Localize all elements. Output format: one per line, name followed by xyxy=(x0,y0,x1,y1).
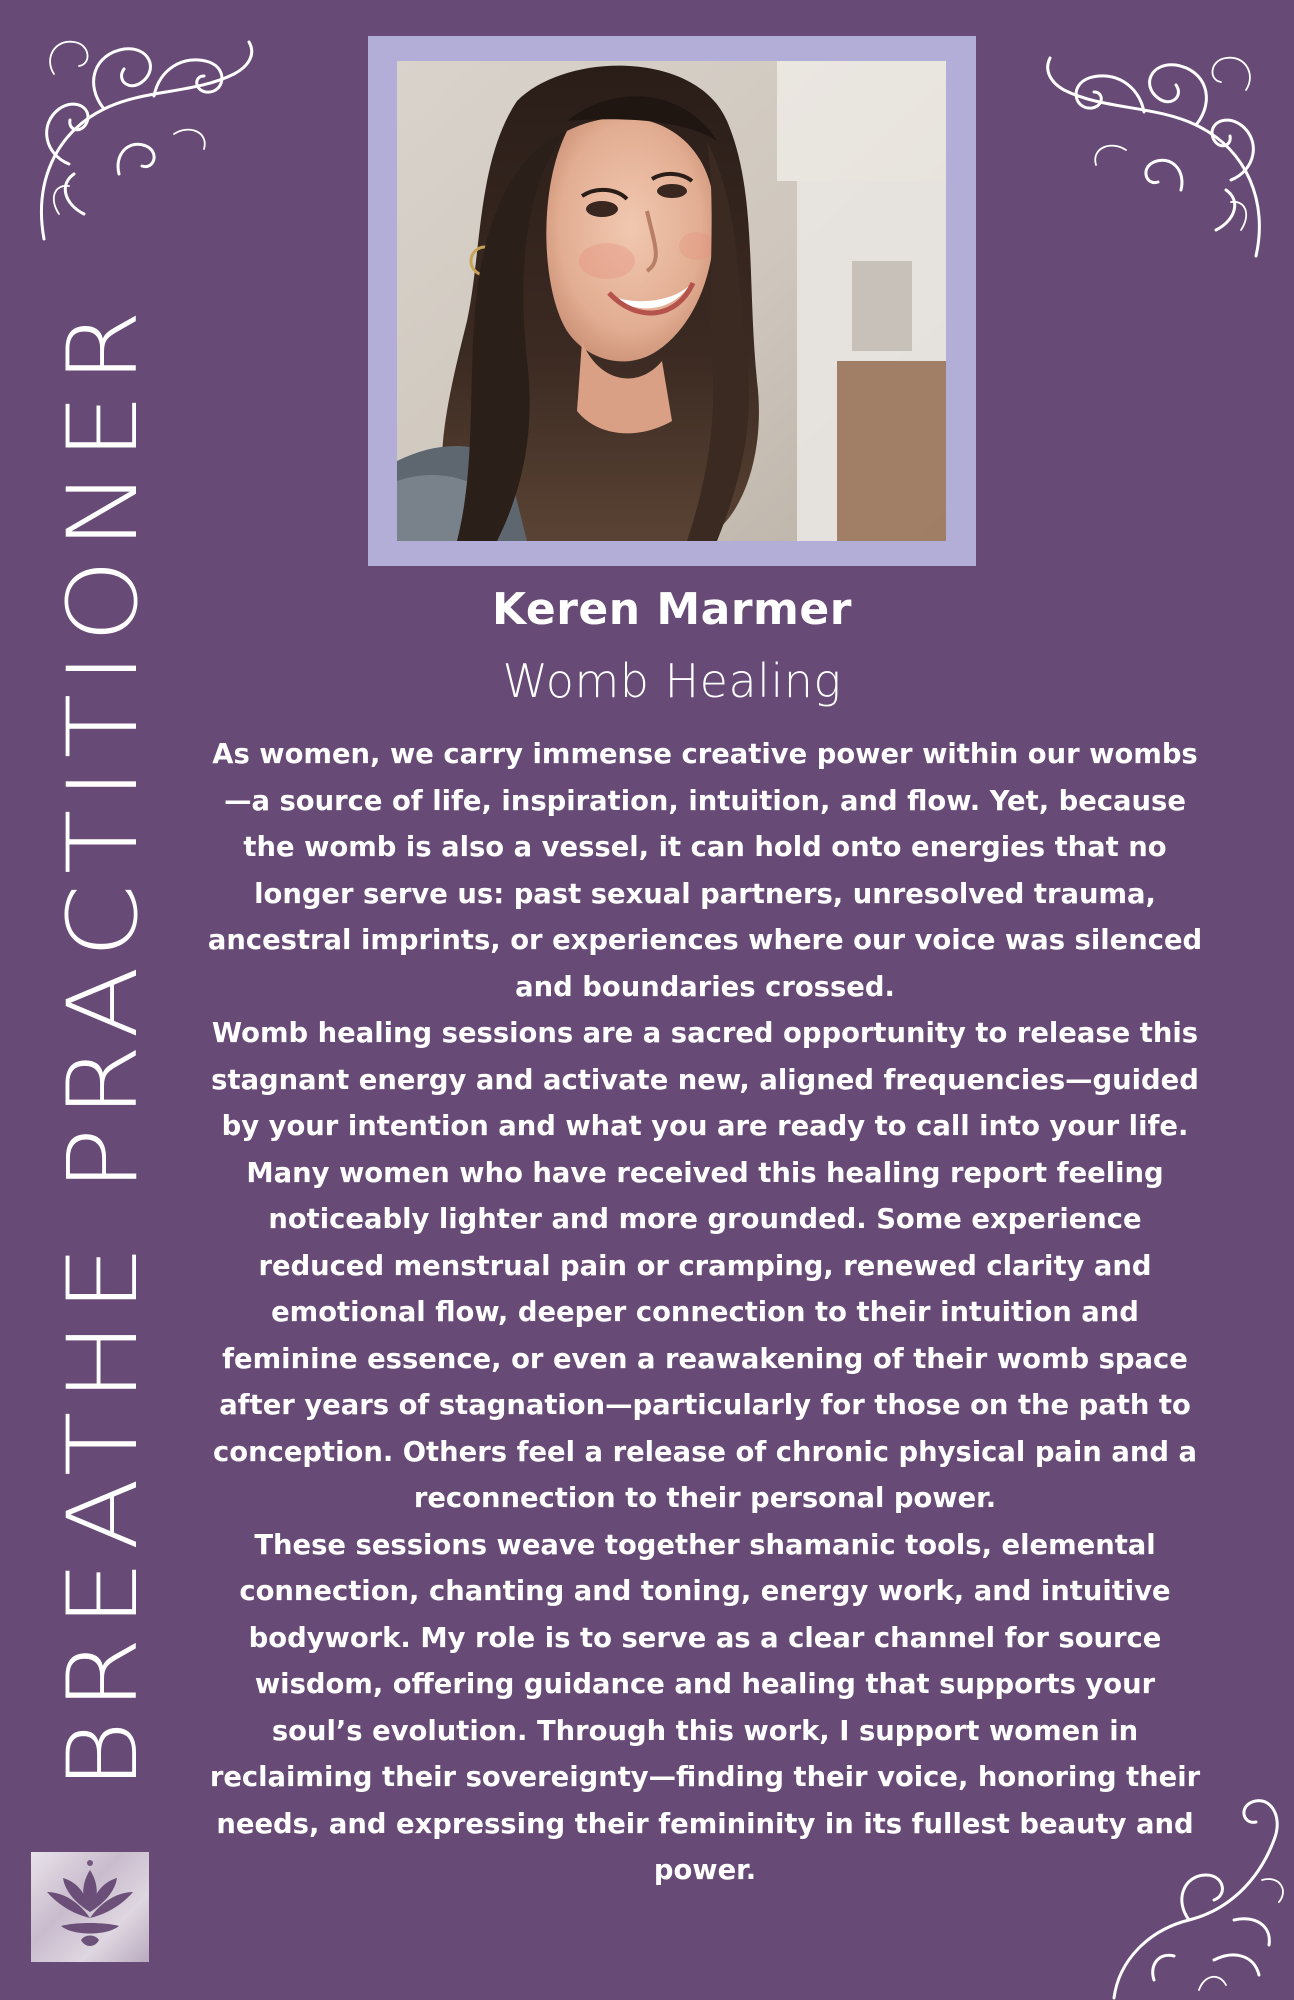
photo-frame xyxy=(368,36,976,566)
practitioner-name: Keren Marmer xyxy=(492,584,852,635)
lotus-logo-icon xyxy=(31,1852,149,1962)
practitioner-service: Womb Healing xyxy=(502,654,842,708)
practitioner-photo xyxy=(397,61,946,541)
description-paragraph-4: These sessions weave together shamanic tools, elemental connection, chanting and toning, energy work, and intuitive bodywork. My role is to serve as a clear channel for source wisdom, offering guidance and healing that supports your soul’s evolution. Through this work, I support women in reclaiming their sovereignty—finding their voice, honoring their needs, and expressing their femininity in its fullest beauty and power. xyxy=(209,1529,1201,1886)
vertical-title xyxy=(40,300,159,1790)
description-paragraph-3: Many women who have received this healing report feeling noticeably lighter and more grounded. Some experience reduced menstrual pain or cramping, renewed clarity and emotional flow, deeper connection to their intuition and feminine essence, or even a reawakening of their womb space after years of stagnation—particularly for those on the path to conception. Others feel a release of chronic physical pain and a reconnection to their personal power. xyxy=(213,1157,1197,1514)
description-body xyxy=(205,732,1205,1895)
description-paragraph-2: Womb healing sessions are a sacred opportunity to release this stagnant energy and activate new, aligned frequencies—guided by your intention and what you are ready to call into your life. xyxy=(211,1018,1199,1142)
swirl-ornament-top-left-icon xyxy=(24,14,264,254)
swirl-ornament-top-right-icon xyxy=(1036,28,1276,268)
vertical-title-text: BREATHE PRACTITIONER xyxy=(47,439,159,1790)
description-paragraph-1: As women, we carry immense creative power within our wombs—a source of life, inspiration, intuition, and flow. Yet, because the womb is also a vessel, it can hold onto energies that no longer serve us: past sexual partners, unresolved trauma, ancestral imprints, or experiences where our voice was silenced and boundaries crossed. xyxy=(207,739,1203,1003)
